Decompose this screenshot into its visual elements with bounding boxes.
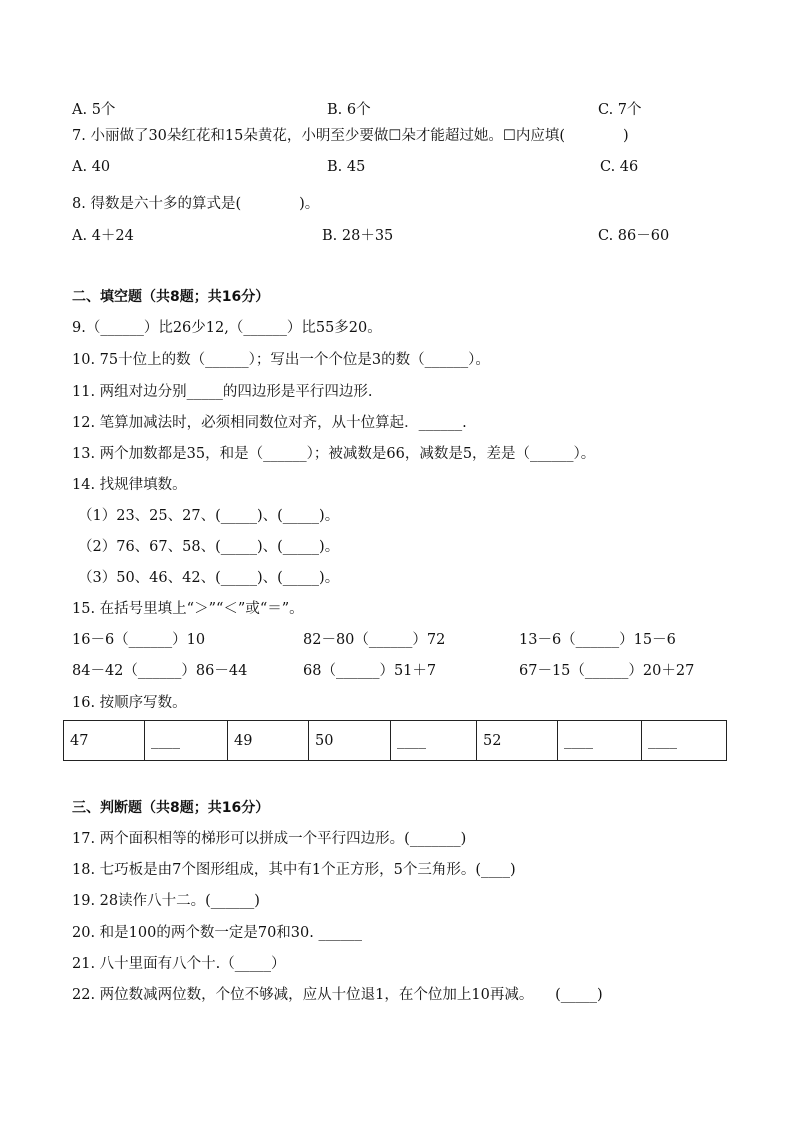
q16-number-table [63,720,727,761]
q6-option-c: C. 7个 [598,102,642,118]
q15-r2-c1: 84－42（______）86－44 [72,663,248,679]
q17: 17. 两个面积相等的梯形可以拼成一个平行四边形。(_______) [72,831,467,847]
q15-stem: 15. 在括号里填上“＞”“＜”或“＝”。 [72,601,304,617]
q16-cell[interactable]: ____ [642,721,727,761]
q15-r2-c2: 68（______）51＋7 [303,663,437,679]
q21: 21. 八十里面有八个十.（_____） [72,956,286,972]
q22: 22. 两位数减两位数，个位不够减，应从十位退1，在个位加上10再减。 (_____) [72,987,603,1003]
q7-option-b: B. 45 [327,159,366,175]
q15-r1-c1: 16－6（______）10 [72,632,206,648]
q9: 9.（______）比26少12,（______）比55多20。 [72,320,382,336]
q16-cell: 52 [477,721,558,761]
q12: 12. 笔算加减法时，必须相同数位对齐，从十位算起．______. [72,415,467,431]
q16-cell[interactable]: ____ [145,721,228,761]
q7-option-a: A. 40 [72,159,111,175]
q8-option-c: C. 86－60 [598,228,670,244]
q6-option-b: B. 6个 [327,102,371,118]
q8-option-a: A. 4＋24 [72,228,134,244]
q7-option-c: C. 46 [600,159,639,175]
q16-cell: 50 [309,721,391,761]
q19: 19. 28读作八十二。(______) [72,893,260,909]
q8-option-b: B. 28＋35 [322,228,394,244]
q8-stem: 8. 得数是六十多的算式是( )。 [72,196,320,212]
q16-stem: 16. 按顺序写数。 [72,695,187,711]
q15-r1-c2: 82－80（______）72 [303,632,446,648]
q14-item-1: （1）23、25、27、(_____)、(_____)。 [78,508,340,524]
section3-title: 三、判断题（共8题；共16分） [72,800,270,816]
q18: 18. 七巧板是由7个图形组成，其中有1个正方形，5个三角形。(____) [72,862,516,878]
q15-r2-c3: 67－15（______）20＋27 [519,663,695,679]
q16-cell[interactable]: ____ [558,721,642,761]
section2-title: 二、填空题（共8题；共16分） [72,289,270,305]
q14-stem: 14. 找规律填数。 [72,477,187,493]
q15-r1-c3: 13－6（______）15－6 [519,632,676,648]
q16-cell: 47 [64,721,145,761]
q7-stem: 7. 小丽做了30朵红花和15朵黄花，小明至少要做☐朵才能超过她。☐内应填( ) [72,128,629,144]
q11: 11. 两组对边分别_____的四边形是平行四边形. [72,384,373,400]
q10: 10. 75十位上的数（______）；写出一个个位是3的数（______）。 [72,352,490,368]
q6-option-a: A. 5个 [72,102,116,118]
q14-item-2: （2）76、67、58、(_____)、(_____)。 [78,539,340,555]
q16-cell: 49 [228,721,309,761]
q14-item-3: （3）50、46、42、(_____)、(_____)。 [78,570,340,586]
q20: 20. 和是100的两个数一定是70和30. ______ [72,925,362,941]
q13: 13. 两个加数都是35，和是（______）；被减数是66，减数是5，差是（______）。 [72,446,596,462]
q16-cell[interactable]: ____ [391,721,477,761]
